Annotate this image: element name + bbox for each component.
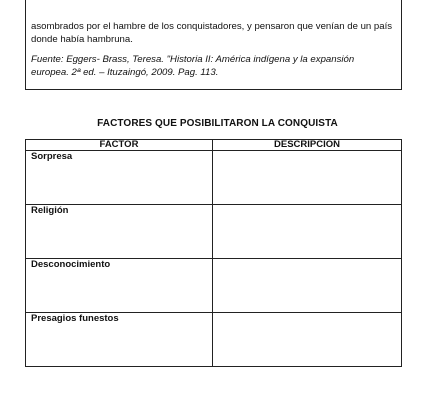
factor-cell-sorpresa: Sorpresa	[26, 151, 213, 205]
table-header-row	[26, 140, 402, 151]
factors-table	[25, 139, 402, 367]
description-cell-religion[interactable]	[213, 205, 402, 259]
table-row	[26, 259, 402, 313]
description-cell-desconocimiento[interactable]	[213, 259, 402, 313]
factor-column-header: FACTOR	[26, 140, 213, 151]
factor-cell-desconocimiento: Desconocimiento	[26, 259, 213, 313]
quote-box	[25, 0, 402, 90]
quote-source: Fuente: Eggers- Brass, Teresa. "Historia II: América indígena y la expansión europea. 2ª ed. – Ituzaingó, 2009. Pag. 113.	[31, 54, 355, 78]
description-cell-presagios[interactable]	[213, 313, 402, 367]
factor-cell-religion: Religión	[26, 205, 213, 259]
factor-cell-presagios: Presagios funestos	[26, 313, 213, 367]
table-row	[26, 205, 402, 259]
section-title: FACTORES QUE POSIBILITARON LA CONQUISTA	[97, 118, 338, 129]
table-row	[26, 151, 402, 205]
table-row	[26, 313, 402, 367]
quote-text: asombrados por el hambre de los conquistadores, y pensaron que venían de un país donde había hambruna.	[31, 21, 393, 45]
description-cell-sorpresa[interactable]	[213, 151, 402, 205]
description-column-header: DESCRIPCION	[213, 140, 402, 151]
